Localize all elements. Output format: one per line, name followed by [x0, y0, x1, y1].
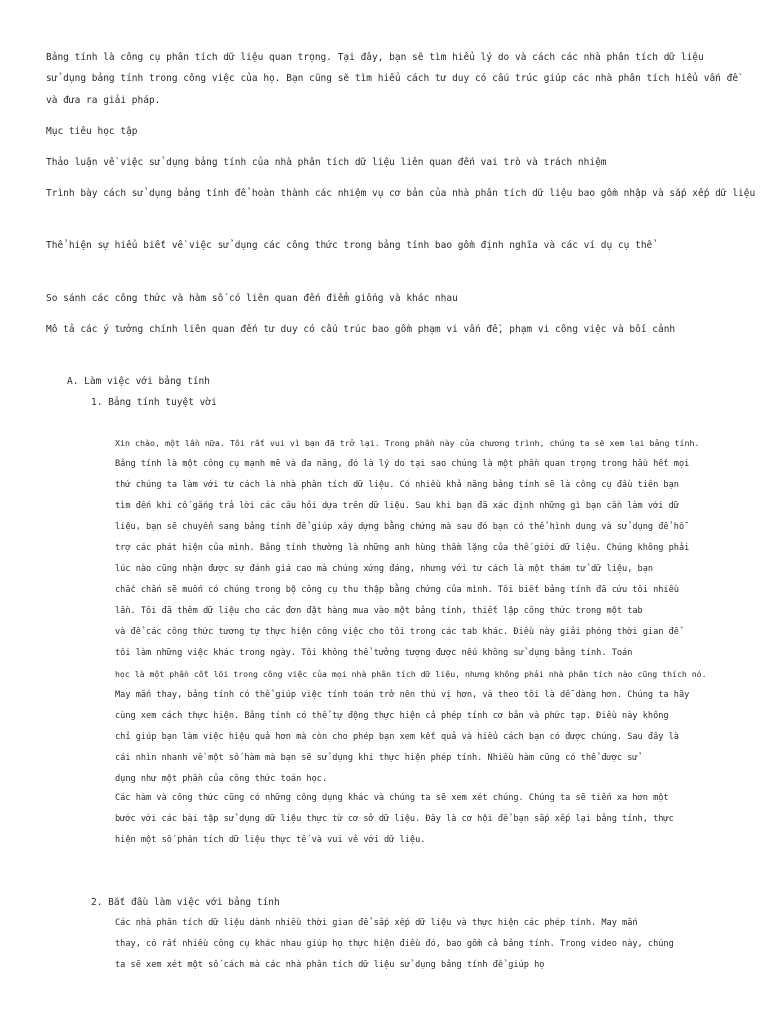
objective-item: Trình bày cách sử dụng bảng tính để hoàn thành các nhiệm vụ cơ bản của nhà phân tích dữ liệu bao gồm nhập và sắp xếp dữ liệu	[46, 188, 756, 199]
intro-line: Bảng tính là công cụ phân tích dữ liệu quan trọng. Tại đây, bạn sẽ tìm hiểu lý do và cách các nhà phân tích dữ liệu	[46, 52, 704, 63]
body-line: dụng như một phần của công thức toán học.	[115, 774, 328, 784]
body-line: Các hàm và công thức cũng có những công dụng khác và chúng ta sẽ xem xét chúng. Chúng ta sẽ tiến xa hơn một	[115, 793, 669, 803]
intro-line: sử dụng bảng tính trong công việc của họ. Bạn cũng sẽ tìm hiểu cách tư duy có cấu trúc giúp các nhà phân tích hiểu vấn đề	[46, 73, 739, 84]
body-line: lúc nào cũng nhận được sự đánh giá cao mà chúng xứng đáng, nhưng với tư cách là một thám tử dữ liệu, bạn	[115, 564, 654, 574]
subsection-title: 1. Bảng tính tuyệt vời	[91, 397, 217, 408]
body-line: liệu, bạn sẽ chuyển sang bảng tính để giúp xây dựng bằng chứng mà sau đó bạn có thể hình dung và sử dụng để hỗ	[115, 522, 685, 532]
body-line: tôi làm những việc khác trong ngày. Tôi không thể tưởng tượng được nếu không sử dụng bảng tính. Toán	[115, 648, 633, 658]
objective-item: Mô tả các ý tưởng chính liên quan đến tư duy có cấu trúc bao gồm phạm vi vấn đề, phạm vi công việc và bối cảnh	[46, 324, 676, 335]
body-line: thay, có rất nhiều công cụ khác nhau giúp họ thực hiện điều đó, bao gồm cả bảng tính. Trong video này, chúng	[115, 939, 674, 949]
body-line: tìm đến khi cố gắng trả lời các câu hỏi dựa trên dữ liệu. Sau khi bạn đã xác định những gì bạn cần làm với dữ	[115, 501, 679, 511]
body-line: ta sẽ xem xét một số cách mà các nhà phân tích dữ liệu sử dụng bảng tính để giúp họ	[115, 960, 545, 970]
body-line: học là một phần cốt lõi trong công việc của mọi nhà phân tích dữ liệu, nhưng không phải nhà phân tích nào cũng thích nó.	[115, 669, 707, 679]
intro-line: và đưa ra giải pháp.	[46, 95, 161, 106]
body-line: cùng xem cách thực hiện. Bảng tính có thể tự động thực hiện cả phép tính cơ bản và phức tạp. Điều này không	[115, 711, 669, 721]
section-heading: A. Làm việc với bảng tính	[67, 376, 210, 387]
objective-item: Thảo luận về việc sử dụng bảng tính của nhà phân tích dữ liệu liên quan đến vai trò và trách nhiệm	[46, 157, 607, 168]
body-line: Bảng tính là một công cụ mạnh mẽ và đa năng, đó là lý do tại sao chúng là một phần quan trọng trong hầu hết mọi	[115, 459, 690, 469]
body-line: chỉ giúp bạn làm việc hiệu quả hơn mà còn cho phép bạn xem kết quả và hiểu cách bạn có được chúng. Sau đây là	[115, 732, 679, 742]
body-line: lần. Tôi đã thêm dữ liệu cho các đơn đặt hàng mua vào một bảng tính, thiết lập công thức trong một tab	[115, 606, 643, 616]
body-line: chắc chắn sẽ muốn có chúng trong bộ công cụ thu thập bằng chứng của mình. Tôi biết bảng tính đã cứu tôi nhiều	[115, 585, 679, 595]
body-line: trợ các phát hiện của mình. Bảng tính thường là những anh hùng thầm lặng của thế giới dữ liệu. Chúng không phải	[115, 543, 690, 553]
body-line: Xin chào, một lần nữa. Tôi rất vui vì bạn đã trở lại. Trong phần này của chương trình, chúng ta sẽ xem lại bảng tính.	[115, 438, 700, 448]
objective-item: So sánh các công thức và hàm số có liên quan đến điểm giống và khác nhau	[46, 293, 458, 304]
body-line: và để các công thức tương tự thực hiện công việc cho tôi trong các tab khác. Điều này giải phóng thời gian để	[115, 627, 679, 637]
body-line: thứ chúng ta làm với tư cách là nhà phân tích dữ liệu. Có nhiều khả năng bảng tính sẽ là công cụ đầu tiên bạn	[115, 480, 679, 490]
objectives-heading: Mục tiêu học tập	[46, 126, 138, 137]
body-line: Các nhà phân tích dữ liệu dành nhiều thời gian để sắp xếp dữ liệu và thực hiện các phép tính. May mắn	[115, 918, 638, 928]
body-line: May mắn thay, bảng tính có thể giúp việc tính toán trở nên thú vị hơn, và theo tôi là dễ dàng hơn. Chúng ta hãy	[115, 690, 690, 700]
body-line: cái nhìn nhanh về một số hàm mà bạn sẽ sử dụng khi thực hiện phép tính. Nhiều hàm cũng có thể được sử	[115, 753, 638, 763]
body-line: hiện một số phân tích dữ liệu thực tế và vui vẻ với dữ liệu.	[115, 835, 426, 845]
objective-item: Thể hiện sự hiểu biết về việc sử dụng các công thức trong bảng tính bao gồm định nghĩa và các ví dụ cụ thể	[46, 240, 653, 251]
body-line: bước với các bài tập sử dụng dữ liệu thực từ cơ sở dữ liệu. Đây là cơ hội để bạn sắp xếp lại bảng tính, thực	[115, 814, 674, 824]
subsection-title: 2. Bắt đầu làm việc với bảng tính	[91, 897, 280, 908]
